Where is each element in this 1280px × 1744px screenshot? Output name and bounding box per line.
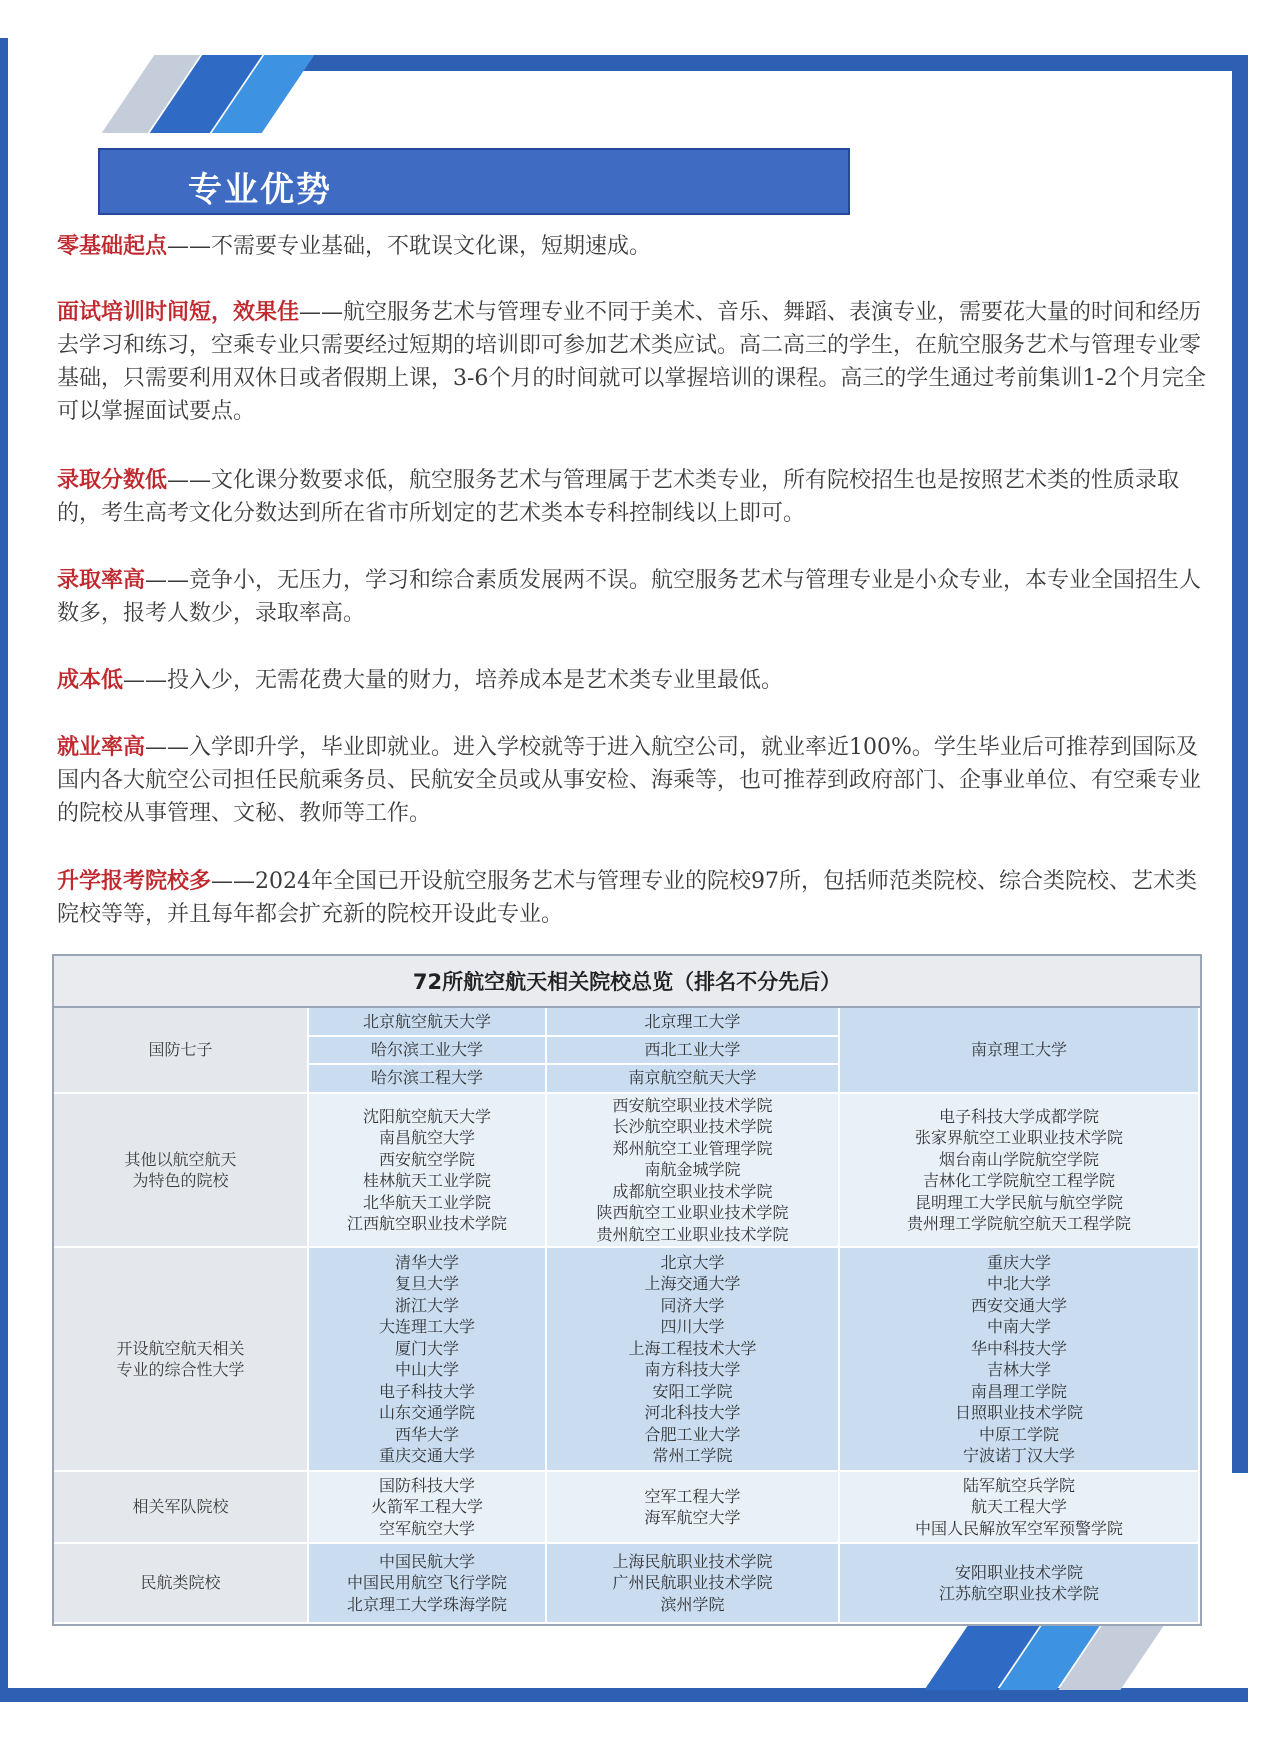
school-name: 中国人民解放军空军预警学院 (914, 1518, 1123, 1538)
advantage-keyword: 零基础起点 (57, 233, 168, 259)
school-name: 电子科技大学成都学院 (938, 1106, 1099, 1126)
advantage-keyword: 录取率高 (57, 567, 146, 593)
frame-right-border (1232, 55, 1248, 1473)
school-cell (309, 1472, 547, 1544)
school-cell (309, 1008, 547, 1094)
frame-top-border (300, 55, 1248, 71)
school-cell (840, 1544, 1200, 1624)
school-name: 电子科技大学 (378, 1381, 475, 1401)
advantage-keyword: 成本低 (57, 667, 124, 693)
school-name: 长沙航空职业技术学院 (612, 1117, 773, 1137)
school-name: 浙江大学 (394, 1295, 459, 1315)
school-name: 南昌理工学院 (970, 1381, 1067, 1401)
category-label: 国防七子 (148, 1040, 213, 1060)
school-name: 西安交通大学 (970, 1295, 1067, 1315)
school-cell (547, 1544, 840, 1624)
school-name: 江西航空职业技术学院 (346, 1214, 507, 1233)
section-title: 专业优势 (188, 170, 332, 210)
school-name: 昆明理工大学民航与航空学院 (914, 1192, 1123, 1212)
school-name: 北京大学 (660, 1252, 725, 1272)
school-name: 日照职业技术学院 (954, 1403, 1083, 1422)
advantage-paragraph (57, 464, 1207, 530)
advantage-paragraph (57, 230, 1207, 263)
school-cell (547, 1008, 840, 1094)
school-name: 中南大学 (986, 1317, 1051, 1336)
table-title: 72所航空航天相关院校总览（排名不分先后） (54, 956, 1200, 1008)
school-name: 滨州学院 (660, 1594, 725, 1614)
school-name: 大连理工大学 (378, 1317, 475, 1336)
school-name: 哈尔滨工业大学 (309, 1037, 545, 1065)
school-name: 广州民航职业技术学院 (612, 1573, 773, 1593)
school-name: 安阳职业技术学院 (954, 1562, 1083, 1582)
school-cell (547, 1094, 840, 1248)
category-cell (54, 1472, 309, 1544)
school-name: 烟台南山学院航空学院 (938, 1149, 1099, 1169)
school-cell (547, 1248, 840, 1472)
school-name: 中原工学院 (978, 1424, 1059, 1444)
frame-left-border (0, 38, 8, 1688)
category-cell (54, 1544, 309, 1624)
category-cell (54, 1094, 309, 1248)
school-name: 北京理工大学 (547, 1009, 838, 1037)
school-name: 陕西航空工业职业技术学院 (596, 1203, 789, 1223)
advantage-text: ——入学即升学，毕业即就业。进入学校就等于进入航空公司，就业率近100%。学生毕业后可推荐到国际及国内各大航空公司担任民航乘务员、民航安全员或从事安检、海乘等，也可推荐到政府部门、企事业单位、有空乘专业的院校从事管理、文秘、教师等工作。 (57, 735, 1202, 826)
advantage-text: ——竞争小，无压力，学习和综合素质发展两不误。航空服务艺术与管理专业是小众专业，本专业全国招生人数多，报考人数少，录取率高。 (57, 568, 1202, 626)
school-name: 安阳工学院 (652, 1381, 733, 1401)
category-label: 其他以航空航天 (124, 1149, 237, 1169)
advantage-keyword: 面试培训时间短，效果佳 (57, 299, 300, 325)
school-name: 贵州理工学院航空航天工程学院 (906, 1214, 1131, 1233)
school-name: 南昌航空大学 (378, 1128, 475, 1147)
category-cell (54, 1248, 309, 1472)
school-name: 西华大学 (394, 1424, 459, 1444)
category-cell (54, 1008, 309, 1094)
school-name: 陆军航空兵学院 (962, 1475, 1075, 1495)
school-name: 中国民航大学 (378, 1551, 475, 1571)
advantage-text: ——投入少，无需花费大量的财力，培养成本是艺术类专业里最低。 (123, 668, 784, 693)
category-label: 民航类院校 (140, 1573, 221, 1593)
category-label: 相关军队院校 (132, 1497, 229, 1517)
school-name: 中国民用航空飞行学院 (346, 1573, 507, 1593)
school-name: 成都航空职业技术学院 (612, 1181, 773, 1201)
category-label: 专业的综合性大学 (116, 1360, 245, 1379)
school-name: 火箭军工程大学 (370, 1497, 483, 1517)
school-name: 西北工业大学 (547, 1037, 838, 1065)
advantage-paragraph (57, 564, 1207, 630)
school-name: 吉林大学 (986, 1360, 1051, 1379)
school-name: 空军航空大学 (378, 1518, 475, 1538)
school-cell (840, 1472, 1200, 1544)
school-name: 上海民航职业技术学院 (612, 1551, 773, 1571)
advantage-text: ——不需要专业基础，不耽误文化课，短期速成。 (167, 234, 652, 259)
school-name: 北京航空航天大学 (309, 1009, 545, 1037)
school-name: 厦门大学 (394, 1338, 459, 1358)
school-name: 合肥工业大学 (644, 1424, 741, 1444)
school-name: 国防科技大学 (378, 1475, 475, 1495)
advantage-paragraph (57, 296, 1207, 428)
school-name: 沈阳航空航天大学 (362, 1106, 491, 1126)
school-cell (840, 1008, 1200, 1094)
school-name: 南航金城学院 (644, 1160, 741, 1180)
school-name: 空军工程大学 (644, 1486, 741, 1506)
school-name: 吉林化工学院航空工程学院 (922, 1171, 1115, 1190)
advantage-keyword: 录取分数低 (57, 467, 168, 493)
category-label: 开设航空航天相关 (116, 1338, 245, 1358)
frame-bottom-border (0, 1688, 1248, 1702)
school-name: 航天工程大学 (970, 1497, 1067, 1517)
school-name: 张家界航空工业职业技术学院 (914, 1128, 1123, 1147)
school-name: 上海工程技术大学 (628, 1338, 757, 1358)
advantage-paragraph (57, 664, 1207, 697)
school-name: 郑州航空工业管理学院 (612, 1138, 773, 1158)
advantage-text: ——2024年全国已开设航空服务艺术与管理专业的院校97所，包括师范类院校、综合类院校、艺术类院校等等，并且每年都会扩充新的院校开设此专业。 (57, 869, 1198, 927)
school-name: 海军航空大学 (644, 1508, 741, 1527)
school-name: 华中科技大学 (970, 1338, 1067, 1358)
school-name: 哈尔滨工程大学 (370, 1068, 483, 1087)
advantage-paragraph (57, 731, 1207, 830)
school-name: 南方科技大学 (644, 1360, 741, 1379)
advantage-keyword: 就业率高 (57, 734, 146, 760)
school-name: 四川大学 (660, 1317, 725, 1336)
advantage-keyword: 升学报考院校多 (57, 868, 212, 894)
advantage-text: ——文化课分数要求低，航空服务艺术与管理属于艺术类专业，所有院校招生也是按照艺术类的性质录取的，考生高考文化分数达到所在省市所划定的艺术类本专科控制线以上即可。 (57, 468, 1180, 526)
school-name: 南京航空航天大学 (628, 1068, 757, 1087)
school-cell (309, 1248, 547, 1472)
school-name: 江苏航空职业技术学院 (938, 1584, 1099, 1603)
advantage-text: ——航空服务艺术与管理专业不同于美术、音乐、舞蹈、表演专业，需要花大量的时间和经历去学习和练习，空乘专业只需要经过短期的培训即可参加艺术类应试。高二高三的学生，在航空服务艺术与管理专业零基础，只需要利用双休日或者假期上课，3-6个月的时间就可以掌握培训的课程。高三的学生通过考前集训1-2个月完全可以掌握面试要点。 (57, 300, 1206, 424)
school-cell (840, 1248, 1200, 1472)
school-name: 重庆大学 (986, 1252, 1051, 1272)
school-name: 复旦大学 (394, 1274, 459, 1293)
school-name: 宁波诺丁汉大学 (962, 1446, 1075, 1465)
school-name: 上海交通大学 (644, 1274, 741, 1293)
school-name: 山东交通学院 (378, 1403, 475, 1422)
school-name: 南京理工大学 (970, 1040, 1067, 1060)
category-label: 为特色的院校 (132, 1171, 229, 1190)
school-cell (309, 1094, 547, 1248)
school-name: 清华大学 (394, 1252, 459, 1272)
school-name: 中北大学 (986, 1274, 1051, 1293)
advantage-paragraph (57, 865, 1207, 931)
school-name: 同济大学 (660, 1295, 725, 1315)
school-name: 北华航天工业学院 (362, 1192, 491, 1212)
school-cell (840, 1094, 1200, 1248)
schools-table (52, 954, 1202, 1626)
school-name: 贵州航空工业职业技术学院 (596, 1224, 789, 1244)
school-name: 中山大学 (394, 1360, 459, 1379)
school-cell (309, 1544, 547, 1624)
school-name: 河北科技大学 (644, 1403, 741, 1422)
section-header (98, 148, 850, 215)
school-cell (547, 1472, 840, 1544)
school-name: 常州工学院 (652, 1446, 733, 1465)
school-name: 西安航空职业技术学院 (612, 1095, 773, 1115)
school-name: 西安航空学院 (378, 1149, 475, 1169)
school-name: 重庆交通大学 (378, 1446, 475, 1465)
school-name: 北京理工大学珠海学院 (346, 1594, 507, 1614)
school-name: 桂林航天工业学院 (362, 1171, 491, 1190)
